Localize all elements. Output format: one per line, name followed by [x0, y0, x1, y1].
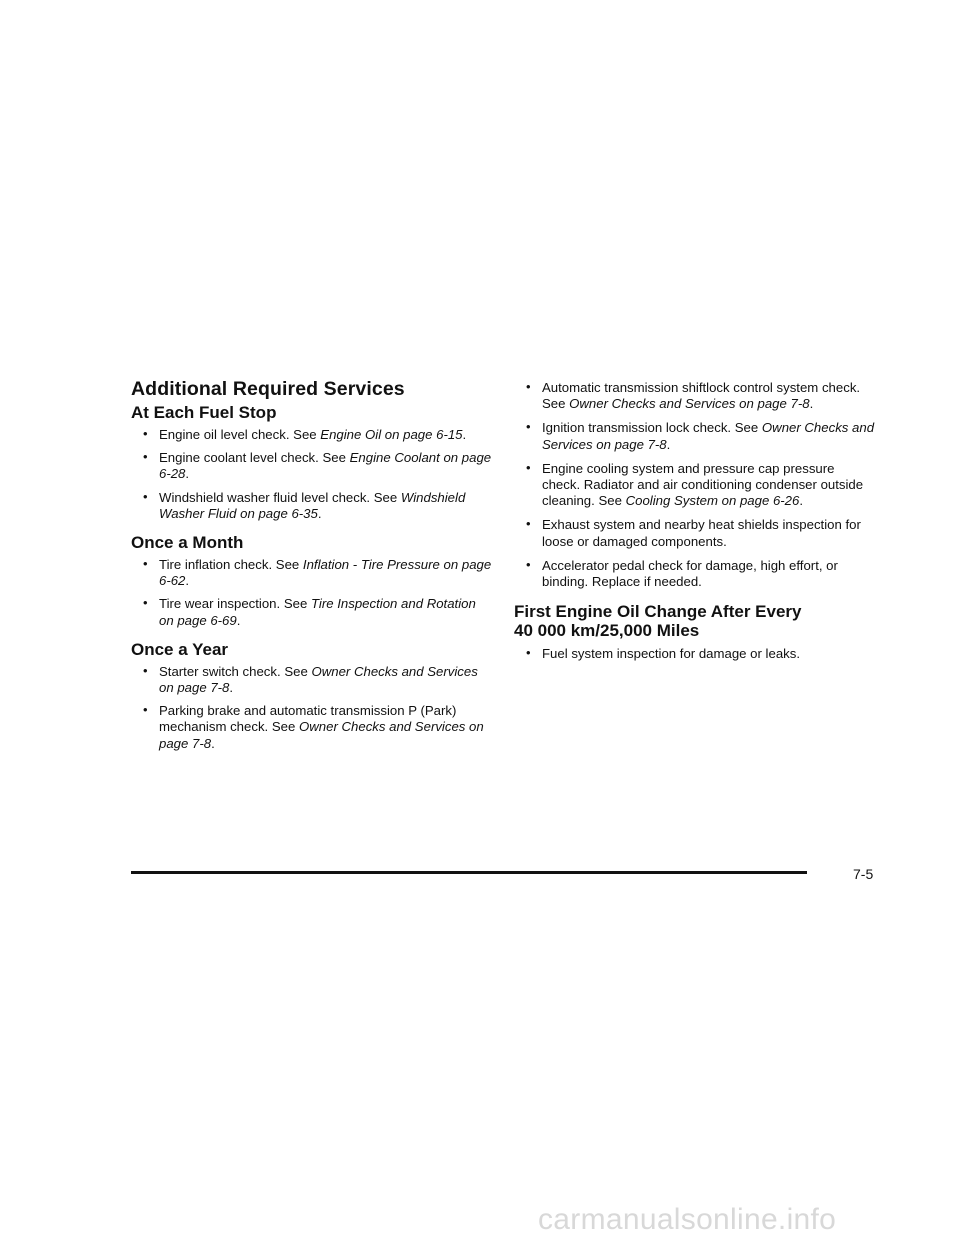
right-column — [514, 380, 876, 662]
bullet-list — [131, 557, 493, 629]
item-end: . — [317, 505, 322, 521]
section-heading: Once a Month — [131, 533, 244, 553]
list-item — [514, 517, 876, 549]
section — [131, 639, 493, 752]
bullet-icon: • — [143, 556, 148, 572]
cross-reference-link[interactable]: Tire Inspection and Rotation on page 6-69 — [159, 596, 476, 628]
oil-change-heading-line2: 40 000 km/25,000 Miles — [514, 621, 700, 641]
item-text: Tire wear inspection. See — [159, 596, 311, 612]
right-list — [514, 380, 876, 590]
list-item — [514, 646, 876, 662]
cross-reference-link[interactable]: Engine Oil on page 6-15 — [320, 427, 463, 442]
item-text: Windshield washer fluid level check. See — [159, 489, 401, 505]
footer-rule — [131, 871, 807, 874]
item-text: Tire inflation check. See — [159, 557, 303, 573]
item-text: Exhaust system and nearby heat shields inspection for loose or damaged components. — [542, 517, 861, 549]
section-heading: At Each Fuel Stop — [131, 403, 277, 422]
list-item — [514, 420, 876, 452]
oil-change-list — [514, 646, 876, 662]
list-item — [131, 664, 493, 696]
list-item — [514, 461, 876, 510]
section-heading: Once a Year — [131, 639, 229, 659]
item-text: Engine coolant level check. See — [159, 450, 350, 466]
bullet-icon: • — [143, 595, 148, 611]
bullet-icon: • — [143, 662, 148, 678]
oil-change-heading-line1: First Engine Oil Change After Every — [514, 602, 802, 622]
bullet-icon: • — [526, 459, 531, 475]
cross-reference-link[interactable]: Windshield Washer Fluid on page 6-35 — [159, 489, 466, 521]
list-item — [131, 557, 493, 589]
left-sections — [131, 402, 493, 752]
item-end: . — [185, 573, 190, 589]
item-text: Parking brake and automatic transmission P (Park) mechanism check. See — [159, 703, 457, 735]
bullet-icon: • — [526, 379, 531, 394]
item-end: . — [799, 493, 804, 509]
list-item — [514, 558, 876, 590]
page-title: Additional Required Services — [131, 378, 405, 400]
list-item — [131, 427, 493, 443]
cross-reference-link[interactable]: Engine Coolant on page 6-28 — [159, 450, 492, 482]
cross-reference-link[interactable]: Owner Checks and Services on page 7-8 — [159, 719, 484, 751]
item-end: . — [462, 427, 467, 442]
left-column — [131, 378, 493, 752]
item-text: Accelerator pedal check for damage, high effort, or binding. Replace if needed. — [542, 557, 838, 590]
list-item — [131, 596, 493, 628]
bullet-list — [131, 427, 493, 522]
page-number: 7-5 — [853, 866, 874, 882]
bullet-icon: • — [526, 645, 531, 661]
bullet-icon: • — [143, 488, 148, 504]
cross-reference-link[interactable]: Owner Checks and Services on page 7-8 — [569, 396, 810, 412]
bullet-list — [131, 664, 493, 752]
bullet-icon: • — [143, 426, 148, 441]
list-item — [131, 703, 493, 752]
cross-reference-link[interactable]: Owner Checks and Services on page 7-8 — [159, 663, 478, 696]
bullet-icon: • — [143, 702, 148, 718]
bullet-icon: • — [526, 419, 531, 435]
item-text: Automatic transmission shiftlock control system check. See — [542, 380, 861, 412]
item-text: Ignition transmission lock check. See — [542, 420, 762, 436]
cross-reference-link[interactable]: Cooling System on page 6-26 — [625, 493, 800, 509]
list-item — [131, 450, 493, 482]
section — [131, 532, 493, 629]
bullet-icon: • — [526, 516, 531, 532]
oil-change-heading — [514, 602, 876, 640]
section — [131, 402, 493, 522]
item-text: Engine oil level check. See — [159, 427, 321, 442]
bullet-icon: • — [526, 556, 531, 572]
item-end: . — [809, 396, 814, 412]
list-item — [131, 490, 493, 522]
item-text: Engine cooling system and pressure cap pressure check. Radiator and air conditioning condenser outside cleaning. See — [542, 460, 864, 509]
watermark: carmanualsonline.info — [538, 1203, 837, 1236]
item-text: Fuel system inspection for damage or leaks. — [542, 646, 801, 662]
item-end: . — [211, 735, 215, 751]
item-end: . — [666, 436, 671, 452]
cross-reference-link[interactable]: Inflation - Tire Pressure on page 6-62 — [159, 557, 492, 589]
item-text: Starter switch check. See — [159, 663, 312, 679]
item-end: . — [229, 680, 234, 696]
bullet-icon: • — [143, 449, 148, 465]
cross-reference-link[interactable]: Owner Checks and Services on page 7-8 — [542, 420, 875, 452]
item-end: . — [236, 612, 241, 628]
item-end: . — [185, 466, 190, 482]
list-item — [514, 380, 876, 412]
